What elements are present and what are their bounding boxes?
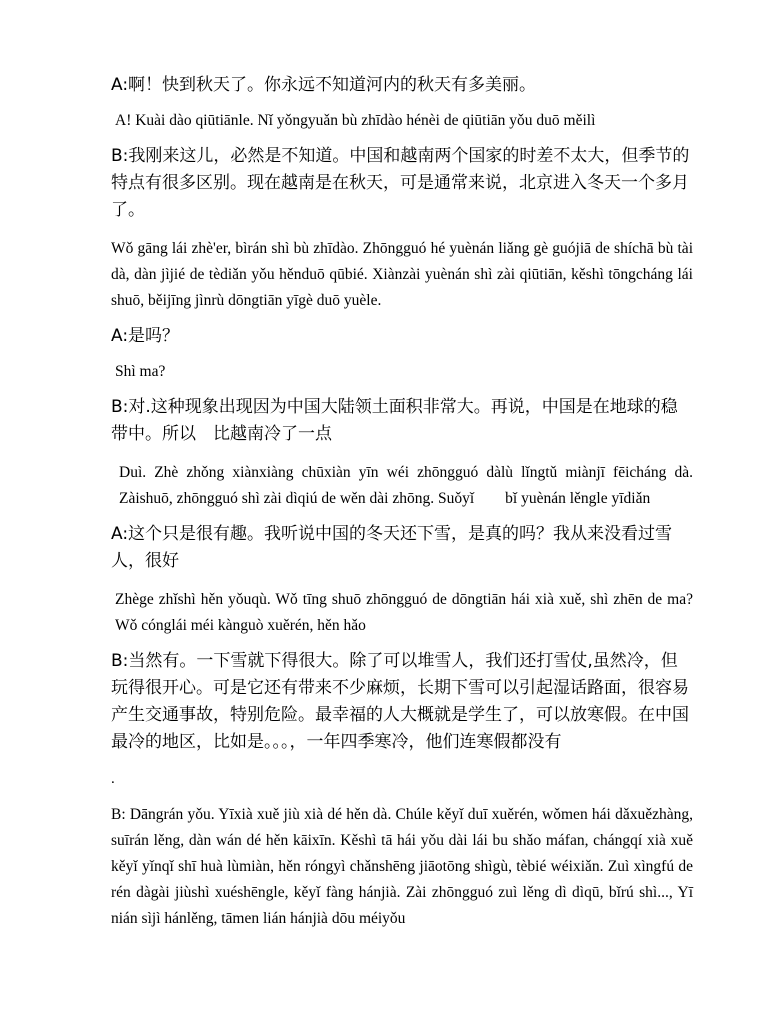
line-b-chinese-1: B:我刚来这儿，必然是不知道。中国和越南两个国家的时差不太大，但季节的特点有很多区别。现在越南是在秋天，可是通常来说，北京进入冬天一个多月了。 [111, 146, 690, 220]
line-a-pinyin-1: A! Kuài dào qiūtiānle. Nǐ yǒngyuǎn bù zhīdào hénèi de qiūtiān yǒu duō měilì [115, 112, 596, 129]
stray-period: . [111, 771, 115, 787]
line-b-pinyin-2: Duì. Zhè zhǒng xiànxiàng chūxiàn yīn wéi zhōngguó dàlù lǐngtǔ miànjī fēicháng dà. Zàishuō, zhōngguó shì zài dìqiú de wěn dài zhōng. Suǒyǐ bǐ yuènán lěngle yīdiǎn [119, 464, 693, 507]
line-b-pinyin-3: B: Dāngrán yǒu. Yīxià xuě jiù xià dé hěn dà. Chúle kěyǐ duī xuěrén, wǒmen hái dǎxuězhàng, suīrán lěng, dàn wán dé hěn kāixīn. Kěshì tā hái yǒu dài lái bu shǎo máfan, chángqí xià xuě kěyǐ yǐnqǐ shī huà lùmiàn, hěn róngyì chǎnshēng jiāotōng shìgù, tèbié wéixiǎn. Zuì xìngfú de rén dàgài jiùshì xuéshēngle, kěyǐ fàng hánjià. Zài zhōngguó zuì lěng dì dìqū, bǐrú shì..., Yī nián sìjì hánlěng, tāmen lián hánjià dōu méiyǒu [111, 806, 693, 927]
line-a-chinese-1: A:啊！快到秋天了。你永远不知道河内的秋天有多美丽。 [111, 75, 537, 95]
line-a-pinyin-3: Zhège zhǐshì hěn yǒuqù. Wǒ tīng shuō zhōngguó de dōngtiān hái xià xuě, shì zhēn de ma? Wǒ cónglái méi kànguò xuěrén, hěn hǎo [115, 591, 693, 634]
line-b-pinyin-1: Wǒ gāng lái zhè'er, bìrán shì bù zhīdào. Zhōngguó hé yuènán liǎng gè guójiā de shíchā bù tài dà, dàn jìjié de tèdiǎn yǒu hěnduō qūbié. Xiànzài yuènán shì zài qiūtiān, kěshì tōngcháng lái shuō, běijīng jìnrù dōngtiān yīgè duō yuèle. [111, 240, 693, 309]
line-a-pinyin-2: Shì ma? [115, 363, 166, 380]
line-b-chinese-3: B:当然有。一下雪就下得很大。除了可以堆雪人，我们还打雪仗,虽然冷，但玩得很开心。可是它还有带来不少麻烦，长期下雪可以引起湿话路面，很容易产生交通事故，特别危险。最幸福的人大概就是学生了，可以放寒假。在中国最冷的地区，比如是。。。，一年四季寒冷，他们连寒假都没有 [111, 651, 689, 752]
document-page [111, 72, 693, 932]
line-a-chinese-3: A:这个只是很有趣。我听说中国的冬天还下雪，是真的吗？我从来没看过雪人，很好 [111, 524, 673, 571]
line-a-chinese-2: A:是吗？ [111, 326, 180, 346]
line-b-chinese-2: B:对.这种现象出现因为中国大陆领土面积非常大。再说，中国是在地球的稳带中。所以 比越南冷了一点 [111, 397, 678, 444]
